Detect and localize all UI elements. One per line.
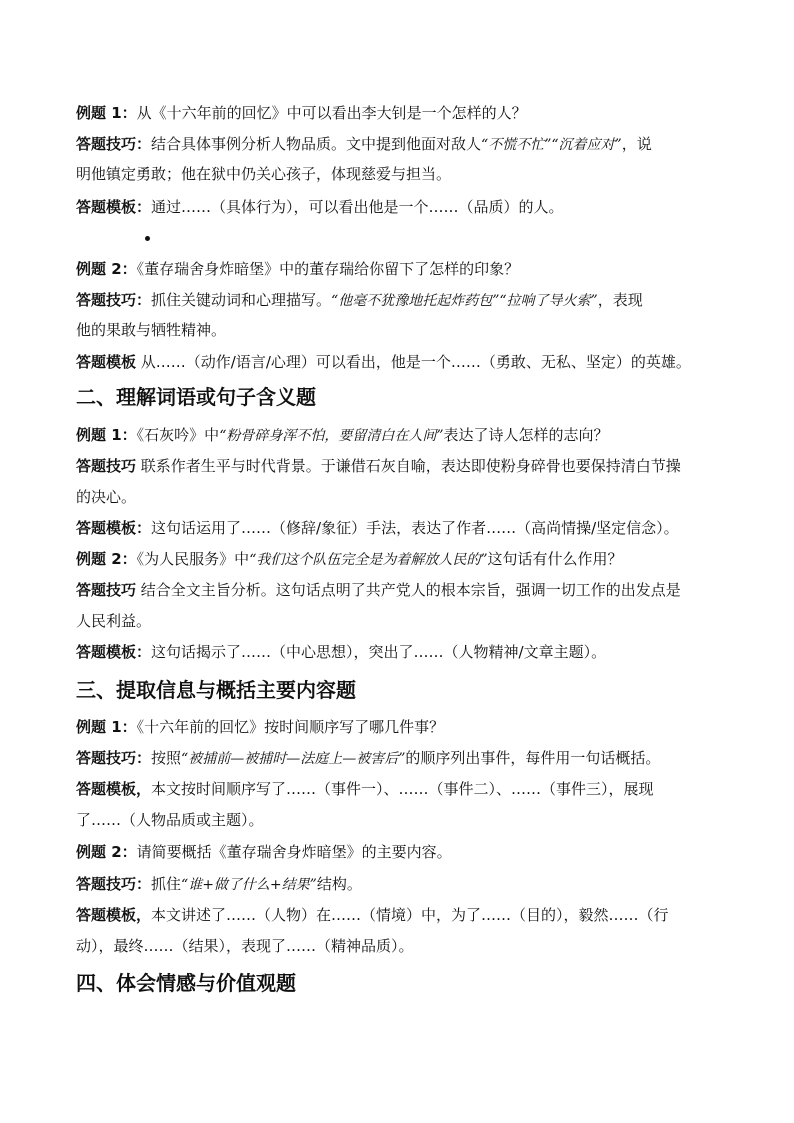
section-heading-4: 四、体会情感与价值观题 <box>76 971 296 995</box>
example-label: 例题 1： <box>76 718 137 736</box>
skill-text: 抓住关键动词和心理描写。 <box>151 291 332 309</box>
section-heading-2: 二、理解词语或句子含义题 <box>76 385 316 409</box>
question-text: 《董存瑞舍身炸暗堡》中的董存瑞给你留下了怎样的印象？ <box>136 260 520 278</box>
s2-example-2-template <box>76 642 606 662</box>
question-text: 从《十六年前的回忆》中可以看出李大钊是一个怎样的人？ <box>136 104 527 122</box>
template-label: 答题模板， <box>76 780 152 798</box>
question-text: 《十六年前的回忆》按时间顺序写了哪几件事？ <box>136 718 445 736</box>
skill-text: 结合全文主旨分析。这句话点明了共产党人的根本宗旨，强调一切工作的出发点是 <box>140 581 681 599</box>
question-text: 《为人民服务》中 <box>136 550 250 568</box>
bullet-dot <box>145 236 150 241</box>
s3-example-2-question <box>76 842 452 862</box>
skill-label: 答题技巧： <box>76 749 152 767</box>
template-label: 答题模板， <box>76 906 152 924</box>
template-text: 本文按时间顺序写了……（事件一）、……（事件二）、……（事件三），展现 <box>151 780 654 798</box>
example-1-template <box>76 197 564 217</box>
question-text: 表达了诗人怎样的志向？ <box>443 426 609 444</box>
s2-example-1-skill <box>76 456 681 476</box>
quote-text: “沉着应对” <box>551 137 622 153</box>
template-label: 答题模板： <box>76 198 152 216</box>
quote-text: “拉响了导火索” <box>499 293 598 309</box>
s3-example-1-question <box>76 717 444 737</box>
skill-label: 答题技巧： <box>76 875 152 893</box>
example-2-template <box>76 352 691 372</box>
s2-example-1-skill-cont <box>76 487 136 507</box>
template-text: 这句话运用了……（修辞/象征）手法，表达了作者……（高尚情操/坚定信念）。 <box>151 519 679 537</box>
example-2-question <box>76 259 519 279</box>
question-text: 请简要概括《董存瑞舍身炸暗堡》的主要内容。 <box>136 843 452 861</box>
skill-text: 结构。 <box>316 875 362 893</box>
quote-text: “不慌不忙” <box>481 137 552 153</box>
question-text: 这句话有什么作用？ <box>487 550 623 568</box>
template-label: 答题模板： <box>76 519 152 537</box>
template-text: 动），最终……（结果），表现了……（精神品质）。 <box>76 937 414 955</box>
skill-label: 答题技巧： <box>76 291 152 309</box>
skill-text: ，说 <box>621 135 652 153</box>
s2-example-2-skill-cont <box>76 611 151 631</box>
template-text: 从……（动作/语言/心理）可以看出，他是一个……（勇敢、无私、坚定）的英雄。 <box>140 353 691 371</box>
skill-label: 答题技巧 <box>76 581 137 599</box>
template-text: 了……（人物品质或主题）。 <box>76 811 264 829</box>
question-text: 《石灰吟》中 <box>136 426 220 444</box>
skill-text: 的决心。 <box>76 488 137 506</box>
example-label: 例题 2： <box>76 843 137 861</box>
skill-text: ，表现 <box>597 291 643 309</box>
quote-text: “被捕前—被捕时—法庭上—被害后” <box>181 751 406 767</box>
template-text: 通过……（具体行为），可以看出他是一个……（品质）的人。 <box>151 198 564 216</box>
s3-example-2-template <box>76 905 669 925</box>
section-heading-3: 三、提取信息与概括主要内容题 <box>76 678 356 702</box>
template-label: 答题模板： <box>76 643 152 661</box>
skill-text: 结合具体事例分析人物品质。文中提到他面对敌人 <box>151 135 482 153</box>
skill-text: 人民利益。 <box>76 612 152 630</box>
s3-example-2-skill <box>76 874 362 895</box>
example-label: 例题 1： <box>76 104 137 122</box>
example-2-skill-cont <box>76 320 226 340</box>
skill-text: 联系作者生平与时代背景。于谦借石灰自喻，表达即使粉身碎骨也要保持清白节操 <box>140 457 681 475</box>
s2-example-2-question <box>76 549 623 570</box>
s3-example-2-template-cont <box>76 936 414 956</box>
s2-example-1-question <box>76 425 609 446</box>
skill-text: 明他镇定勇敢；他在狱中仍关心孩子，体现慈爱与担当。 <box>76 165 452 183</box>
example-label: 例题 1： <box>76 426 137 444</box>
example-label: 例题 2： <box>76 550 137 568</box>
skill-text: 抓住 <box>151 875 182 893</box>
skill-text: 他的果敢与牺牲精神。 <box>76 321 227 339</box>
quote-text: “粉骨碎身浑不怕，要留清白在人间” <box>219 428 444 444</box>
template-label: 答题模板 <box>76 353 137 371</box>
skill-label: 答题技巧 <box>76 457 137 475</box>
s3-example-1-skill <box>76 748 660 769</box>
s2-example-2-skill <box>76 580 681 600</box>
s2-example-1-template <box>76 518 679 538</box>
example-1-skill-cont <box>76 164 451 184</box>
skill-label: 答题技巧： <box>76 135 152 153</box>
s3-example-1-template <box>76 779 654 799</box>
template-text: 本文讲述了……（人物）在……（情境）中，为了……（目的），毅然……（行 <box>151 906 669 924</box>
quote-text: “我们这个队伍完全是为着解放人民的” <box>249 552 488 568</box>
template-text: 这句话揭示了……（中心思想），突出了……（人物精神/文章主题）。 <box>151 643 607 661</box>
example-1-question <box>76 103 527 123</box>
quote-text: “他毫不犹豫地托起炸药包” <box>331 293 500 309</box>
s3-example-1-template-cont <box>76 810 264 830</box>
skill-text: 按照 <box>151 749 182 767</box>
example-1-skill <box>76 134 652 155</box>
example-2-skill <box>76 290 643 311</box>
skill-text: 的顺序列出事件，每件用一句话概括。 <box>405 749 661 767</box>
example-label: 例题 2： <box>76 260 137 278</box>
quote-text: “谁+做了什么+结果” <box>181 877 317 893</box>
